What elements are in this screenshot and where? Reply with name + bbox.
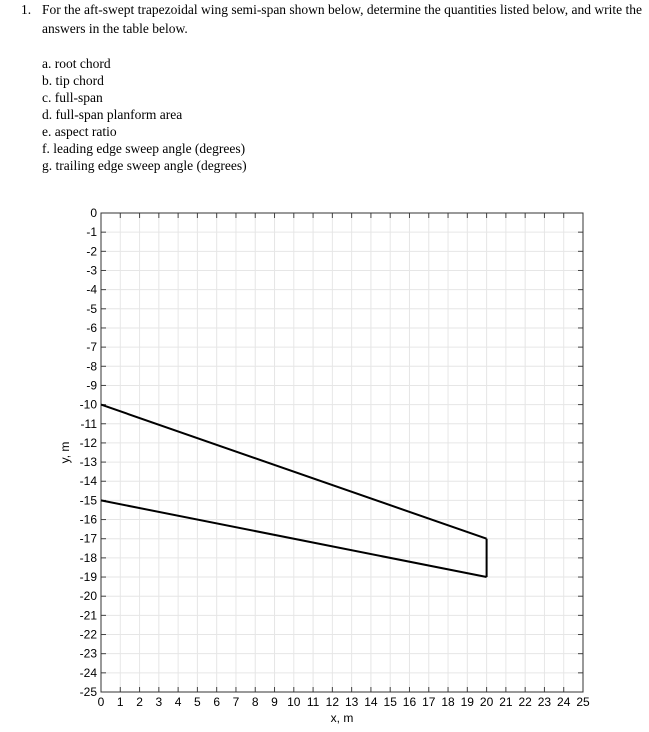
x-axis-label: x, m bbox=[330, 711, 354, 725]
quantity-item: c. full-span bbox=[42, 90, 103, 105]
question-text: For the aft-swept trapezoidal wing semi-span shown below, determine the quantities listed below, and write the answers in the table below. bbox=[42, 2, 642, 36]
y-tick-label: -16 bbox=[79, 512, 97, 527]
x-tick-label: 9 bbox=[271, 695, 278, 709]
y-tick-label: -14 bbox=[79, 474, 97, 489]
y-tick-label: -7 bbox=[86, 340, 97, 355]
quantity-item: d. full-span planform area bbox=[42, 107, 183, 122]
x-tick-label: 7 bbox=[232, 695, 240, 709]
y-tick-label: 0 bbox=[90, 206, 97, 220]
y-tick-label: -9 bbox=[86, 378, 97, 393]
quantity-item: b. tip chord bbox=[42, 73, 104, 88]
x-tick-label: 24 bbox=[557, 695, 571, 709]
x-tick-label: 1 bbox=[116, 695, 124, 709]
x-tick-label: 12 bbox=[325, 695, 340, 709]
x-tick-label: 15 bbox=[383, 695, 397, 709]
y-tick-label: -20 bbox=[79, 589, 97, 604]
x-tick-label: 19 bbox=[460, 695, 474, 709]
x-tick-label: 10 bbox=[287, 695, 301, 709]
x-tick-label: 4 bbox=[174, 695, 182, 709]
y-tick-label: -21 bbox=[79, 608, 97, 623]
y-tick-label: -2 bbox=[86, 244, 97, 259]
quantity-item: g. trailing edge sweep angle (degrees) bbox=[42, 158, 247, 173]
x-tick-label: 8 bbox=[251, 695, 259, 709]
question-number: 1. bbox=[21, 2, 32, 17]
y-tick-label: -1 bbox=[86, 225, 97, 240]
y-tick-label: -3 bbox=[86, 263, 97, 278]
x-tick-label: 3 bbox=[155, 695, 163, 709]
y-tick-label: -15 bbox=[79, 493, 97, 508]
x-tick-label: 17 bbox=[422, 695, 436, 709]
x-tick-label: 2 bbox=[136, 695, 143, 709]
x-tick-label: 0 bbox=[97, 695, 105, 709]
y-axis-label: y, m bbox=[58, 441, 72, 464]
y-tick-label: -10 bbox=[79, 397, 97, 412]
quantity-item: e. aspect ratio bbox=[42, 124, 117, 139]
x-tick-label: 11 bbox=[306, 695, 320, 709]
quantity-item: a. root chord bbox=[42, 56, 111, 71]
x-tick-label: 21 bbox=[499, 695, 513, 709]
x-tick-label: 13 bbox=[344, 695, 359, 709]
x-tick-label: 14 bbox=[364, 695, 378, 709]
plot-frame bbox=[101, 213, 583, 692]
y-tick-label: -23 bbox=[79, 646, 97, 661]
x-tick-label: 18 bbox=[441, 695, 455, 709]
y-tick-label: -17 bbox=[79, 531, 97, 546]
y-tick-label: -5 bbox=[86, 301, 97, 316]
x-tick-label: 23 bbox=[537, 695, 552, 709]
y-tick-label: -4 bbox=[86, 282, 97, 297]
y-tick-label: -12 bbox=[79, 435, 97, 450]
x-tick-label: 16 bbox=[402, 695, 417, 709]
quantity-item: f. leading edge sweep angle (degrees) bbox=[42, 141, 246, 156]
y-tick-label: -11 bbox=[80, 416, 97, 431]
x-tick-label: 5 bbox=[194, 695, 201, 709]
x-tick-label: 22 bbox=[518, 695, 532, 709]
x-tick-label: 25 bbox=[576, 695, 590, 709]
x-tick-label: 6 bbox=[213, 695, 221, 709]
y-tick-label: -19 bbox=[79, 570, 97, 585]
y-tick-label: -13 bbox=[79, 455, 97, 470]
y-tick-label: -6 bbox=[86, 320, 97, 335]
x-tick-label: 20 bbox=[479, 695, 494, 709]
y-tick-label: -25 bbox=[79, 685, 97, 699]
y-tick-label: -22 bbox=[79, 627, 97, 642]
y-tick-label: -18 bbox=[79, 550, 97, 565]
y-tick-label: -8 bbox=[86, 359, 97, 374]
y-tick-label: -24 bbox=[79, 665, 97, 680]
